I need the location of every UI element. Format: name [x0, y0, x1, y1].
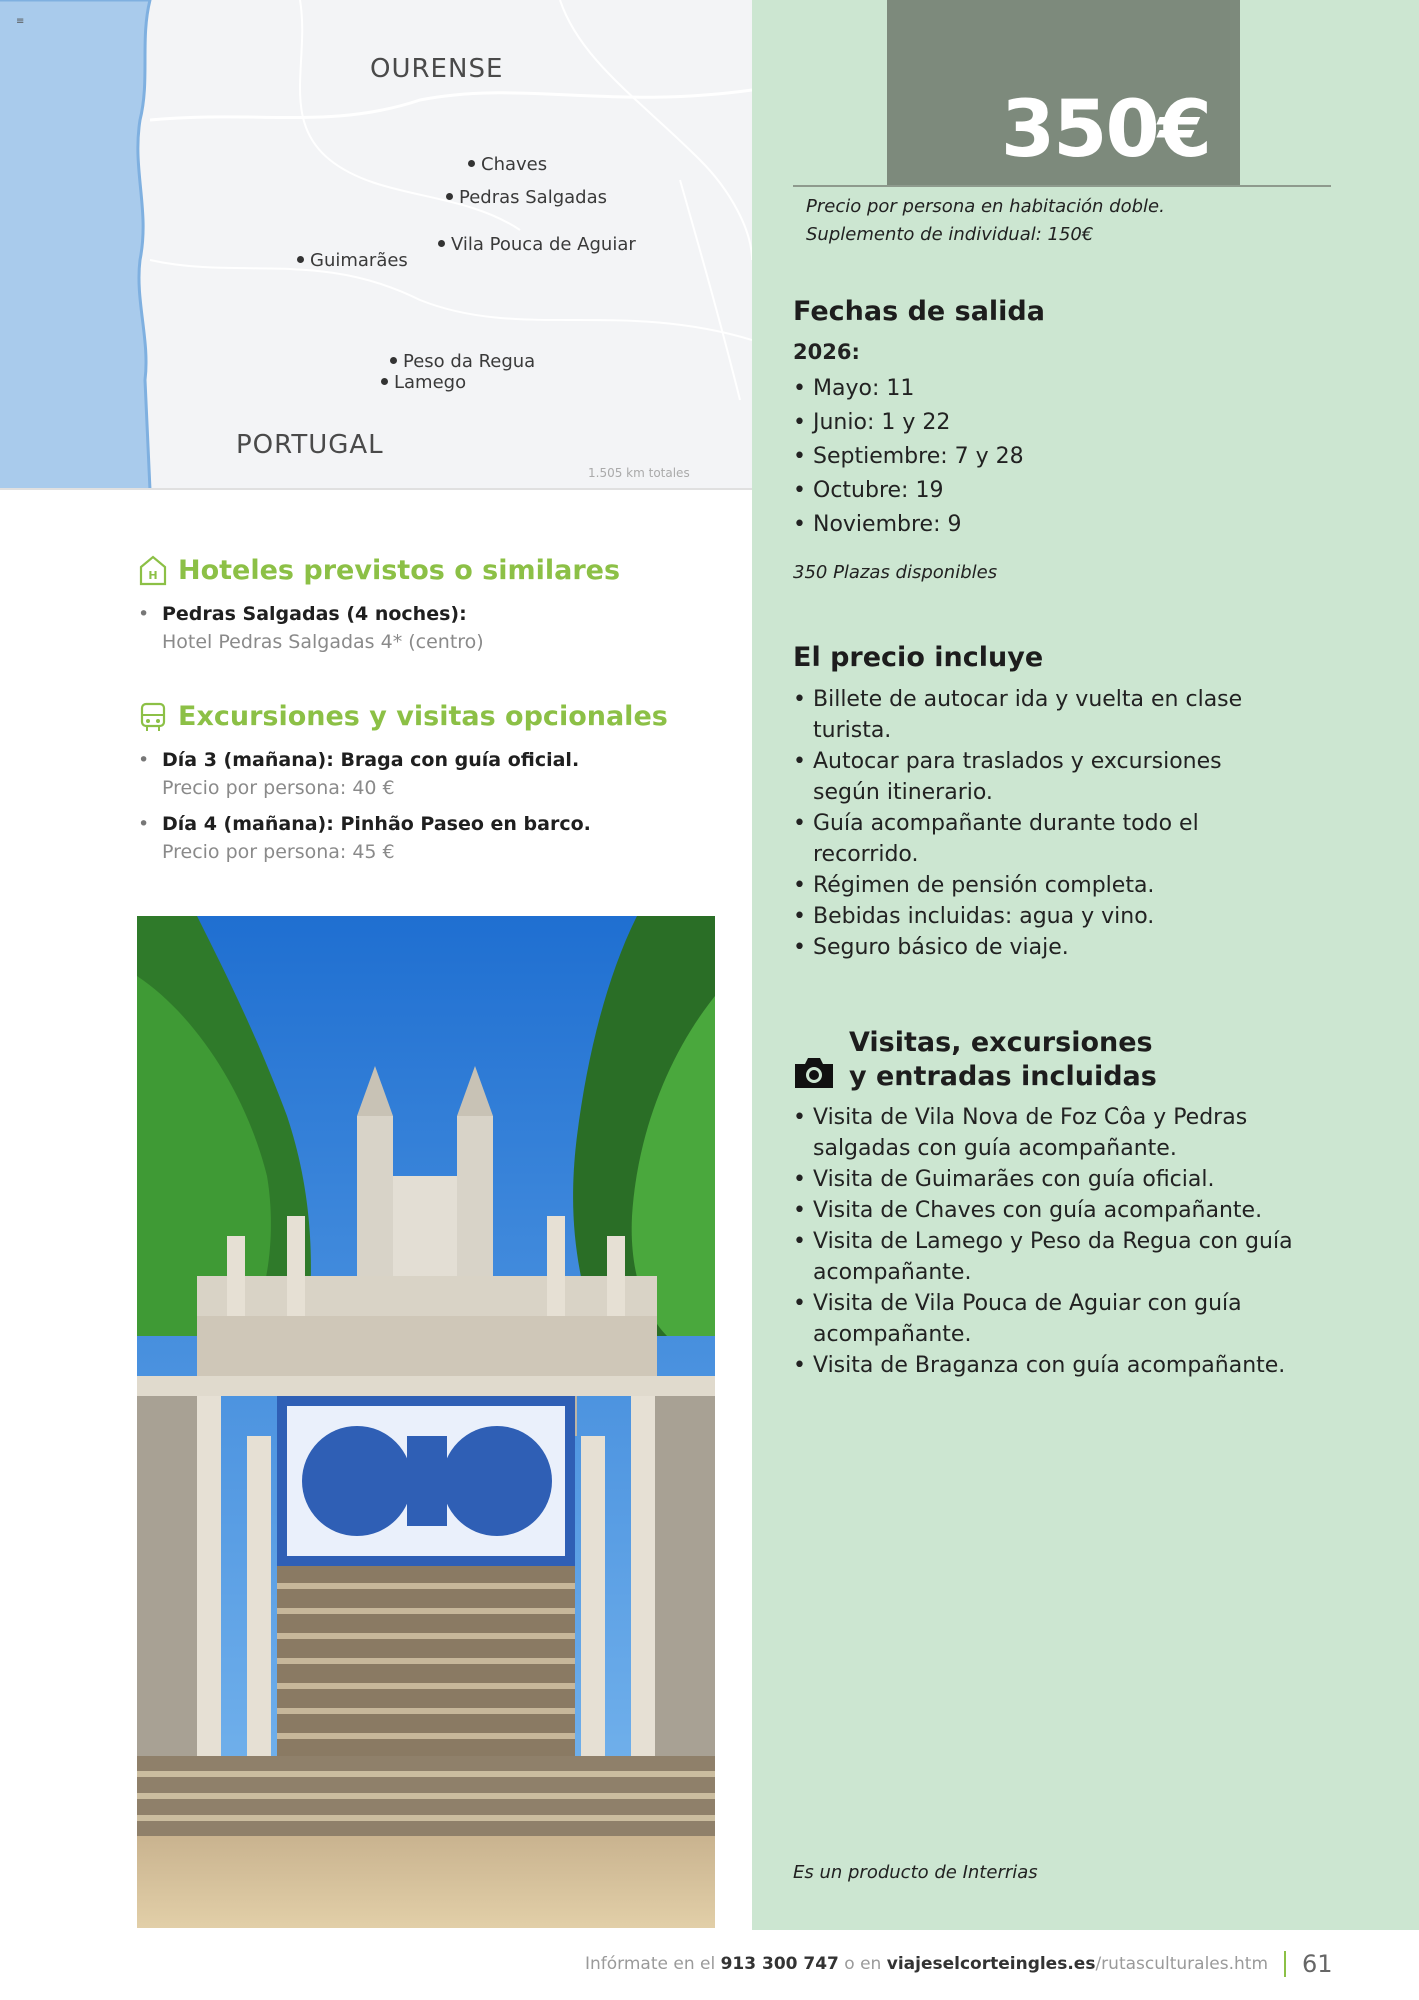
map-dot-icon — [468, 160, 475, 167]
map-city-label: Guimarães — [310, 250, 408, 271]
info-panel — [752, 0, 1419, 1930]
map-city-label: Peso da Regua — [403, 351, 536, 372]
excursions-title: Excursiones y visitas opcionales — [178, 700, 668, 732]
list-item: • Visita de Chaves con guía acompañante. — [793, 1195, 1333, 1226]
list-item: • Noviembre: 9 — [793, 508, 1353, 542]
dates-heading: Fechas de salida — [793, 296, 1045, 327]
map-city-marker — [297, 250, 408, 271]
visits-title-line: y entradas incluidas — [849, 1061, 1157, 1092]
dates-year: 2026: — [793, 340, 860, 364]
list-item — [138, 746, 698, 802]
list-item: • Visita de Lamego y Peso da Regua con guía acompañante. — [793, 1226, 1333, 1288]
list-item: • Visita de Vila Pouca de Aguiar con guía acompañante. — [793, 1288, 1333, 1350]
map-city-label: Lamego — [394, 372, 467, 393]
includes-heading: El precio incluye — [793, 642, 1044, 673]
map-dot-icon — [297, 256, 304, 263]
visits-title-line: Visitas, excursiones — [849, 1027, 1153, 1058]
hotel-name: Hotel Pedras Salgadas 4* (centro) — [162, 631, 484, 653]
camera-icon — [793, 1054, 835, 1090]
excursion-price: Precio por persona: 40 € — [162, 777, 395, 799]
map-city-label: Chaves — [481, 154, 548, 175]
footer-divider — [1284, 1951, 1286, 1977]
hotels-title: Hoteles previstos o similares — [178, 554, 621, 586]
map-dot-icon — [446, 193, 453, 200]
map-distance-label: 1.505 km totales — [588, 466, 690, 480]
list-item: • Bebidas incluidas: agua y vino. — [793, 901, 1293, 932]
plazas-available: 350 Plazas disponibles — [793, 562, 998, 583]
map-region-label: OURENSE — [370, 54, 504, 84]
divider — [793, 185, 1331, 187]
map-dot-icon — [438, 240, 445, 247]
footer-path[interactable]: /rutasculturales.htm — [1095, 1954, 1269, 1974]
map-city-marker — [438, 234, 636, 255]
price-box — [887, 0, 1240, 185]
list-item: • Guía acompañante durante todo el recorrido. — [793, 808, 1293, 870]
excursion-price: Precio por persona: 45 € — [162, 841, 395, 863]
page-number: 61 — [1302, 1950, 1333, 1978]
map-city-marker — [390, 351, 535, 372]
visits-heading — [793, 1026, 1157, 1094]
footer-site-link[interactable]: viajeselcorteingles.es — [886, 1954, 1096, 1974]
price-amount: 350€ — [1000, 85, 1210, 175]
footer-prefix: Infórmate en el — [585, 1954, 721, 1974]
map-city-marker — [381, 372, 466, 393]
price-note-line: Precio por persona en habitación doble. — [806, 196, 1165, 217]
hotel-location: • Pedras Salgadas (4 noches): — [162, 603, 467, 625]
dates-list — [793, 372, 1353, 542]
map-city-marker — [446, 187, 607, 208]
excursion-name: • Día 3 (mañana): Braga con guía oficial. — [162, 749, 580, 771]
hotels-list — [138, 600, 698, 656]
corner-mark-icon: ≡ — [16, 16, 25, 27]
map-city-label: Pedras Salgadas — [459, 187, 607, 208]
footer-phone[interactable]: 913 300 747 — [720, 1954, 839, 1974]
hotels-heading — [138, 554, 620, 586]
list-item: • Junio: 1 y 22 — [793, 406, 1353, 440]
list-item: • Seguro básico de viaje. — [793, 932, 1293, 963]
bus-icon — [138, 700, 168, 732]
visits-list — [793, 1102, 1333, 1381]
footer-middle: o en — [838, 1954, 887, 1974]
list-item: • Visita de Braganza con guía acompañante. — [793, 1350, 1333, 1381]
product-note: Es un producto de Interrias — [793, 1862, 1038, 1883]
list-item — [138, 600, 698, 656]
list-item: • Septiembre: 7 y 28 — [793, 440, 1353, 474]
includes-list — [793, 684, 1293, 963]
price-note-line: Suplemento de individual: 150€ — [806, 224, 1094, 245]
excursions-heading — [138, 700, 668, 732]
list-item — [138, 810, 698, 866]
list-item: • Régimen de pensión completa. — [793, 870, 1293, 901]
route-map — [0, 0, 752, 490]
map-city-label: Vila Pouca de Aguiar — [451, 234, 636, 255]
list-item: • Autocar para traslados y excursiones según itinerario. — [793, 746, 1293, 808]
excursion-name: • Día 4 (mañana): Pinhão Paseo en barco. — [162, 813, 591, 835]
hotel-icon — [138, 554, 168, 586]
map-dot-icon — [390, 357, 397, 364]
map-region-label: PORTUGAL — [236, 430, 384, 460]
list-item: • Mayo: 11 — [793, 372, 1353, 406]
svg-text:H: H — [148, 569, 158, 582]
map-dot-icon — [381, 378, 388, 385]
list-item: • Octubre: 19 — [793, 474, 1353, 508]
list-item: • Billete de autocar ida y vuelta en clase turista. — [793, 684, 1293, 746]
map-city-marker — [468, 154, 547, 175]
footer — [585, 1950, 1333, 1978]
price-note — [806, 193, 1165, 249]
excursions-list — [138, 746, 698, 866]
list-item: • Visita de Guimarães con guía oficial. — [793, 1164, 1333, 1195]
lamego-staircase-photo — [137, 916, 715, 1928]
list-item: • Visita de Vila Nova de Foz Côa y Pedras salgadas con guía acompañante. — [793, 1102, 1333, 1164]
